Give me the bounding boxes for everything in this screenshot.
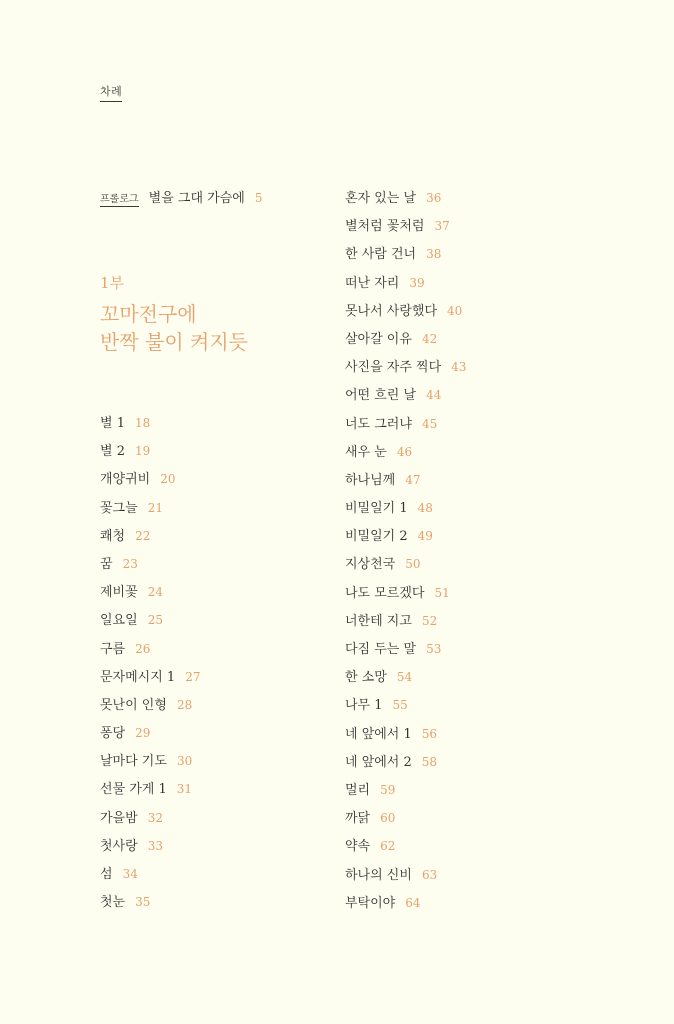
toc-entry-page-number: 62 [380, 839, 396, 854]
toc-entry-title: 문자메시지 1 [100, 669, 176, 685]
toc-entry[interactable] [345, 779, 466, 807]
toc-entry-page-number: 31 [176, 782, 193, 797]
toc-entry-page-number: 18 [134, 416, 151, 430]
toc-entry-page-number: 20 [160, 472, 176, 487]
toc-entry-page-number: 63 [421, 867, 438, 882]
toc-entry-page-number: 38 [426, 247, 442, 262]
toc-entry-title: 별 2 [100, 444, 125, 460]
toc-entry-page-number: 26 [135, 641, 151, 656]
toc-entry[interactable] [345, 441, 466, 469]
toc-entry-title: 꿈 [100, 556, 113, 572]
toc-entry-page-number: 59 [380, 782, 396, 797]
toc-entry[interactable] [100, 525, 200, 553]
toc-entry[interactable] [100, 891, 200, 919]
toc-entry[interactable] [345, 807, 466, 835]
toc-entry-page-number: 25 [147, 613, 163, 628]
toc-entry-title: 사진을 자주 찍다 [345, 360, 442, 376]
toc-entry-page-number: 60 [380, 811, 396, 826]
toc-entry[interactable] [345, 384, 466, 412]
toc-entry-page-number: 46 [396, 444, 413, 459]
toc-entry-page-number: 30 [176, 754, 193, 769]
toc-entry-title: 꽃그늘 [100, 500, 138, 516]
toc-entry-title: 일요일 [100, 613, 138, 629]
prologue-page-number: 5 [254, 191, 263, 205]
prologue-title: 별을 그대 가슴에 [148, 191, 245, 206]
toc-entry-page-number: 40 [447, 303, 463, 318]
toc-entry[interactable] [345, 328, 466, 356]
toc-entry-page-number: 33 [147, 838, 163, 853]
toc-entry-title: 제비꽃 [100, 585, 138, 601]
toc-entry-page-number: 21 [147, 500, 163, 515]
toc-entry-title: 별처럼 꽃처럼 [345, 219, 425, 235]
toc-entry[interactable] [345, 187, 466, 215]
toc-entry-title: 네 앞에서 1 [345, 726, 412, 742]
toc-entry[interactable] [100, 694, 200, 722]
toc-entry-title: 지상천국 [345, 557, 396, 573]
toc-entry[interactable] [345, 497, 466, 525]
toc-entry[interactable] [100, 778, 200, 806]
toc-entry[interactable] [345, 272, 466, 300]
toc-entry-title: 날마다 기도 [100, 754, 167, 770]
toc-entry[interactable] [100, 722, 200, 750]
toc-entry[interactable] [345, 835, 466, 863]
toc-entry[interactable] [345, 356, 466, 384]
toc-entry-page-number: 27 [185, 669, 201, 684]
toc-entry-title: 개양귀비 [100, 472, 151, 488]
toc-entry-page-number: 56 [421, 726, 438, 741]
toc-entry-page-number: 48 [417, 501, 433, 516]
toc-entry[interactable] [345, 413, 466, 441]
toc-entry-page-number: 53 [426, 642, 442, 656]
toc-entry-title: 하나의 신비 [345, 867, 412, 883]
toc-entry-title: 나도 모르겠다 [345, 585, 425, 601]
prologue-entry[interactable] [100, 187, 262, 207]
toc-entry-page-number: 32 [147, 810, 163, 825]
toc-entry-page-number: 58 [421, 754, 438, 769]
toc-entry[interactable] [100, 581, 200, 609]
toc-entry[interactable] [345, 610, 466, 638]
part-number: 1부 [100, 274, 125, 292]
toc-entry[interactable] [345, 723, 466, 751]
toc-entry[interactable] [100, 468, 200, 496]
toc-entry-title: 부탁이야 [345, 895, 396, 911]
toc-entry-title: 너도 그러냐 [345, 416, 412, 432]
toc-entry-page-number: 43 [451, 360, 467, 375]
toc-entry[interactable] [100, 750, 200, 778]
toc-entry-page-number: 23 [122, 556, 138, 571]
toc-entry-page-number: 45 [421, 416, 438, 431]
prologue-label: 프롤로그 [100, 190, 139, 207]
toc-left-column [100, 412, 200, 919]
toc-entry[interactable] [345, 525, 466, 553]
toc-entry-title: 하나님께 [345, 472, 396, 488]
toc-entry-page-number: 47 [405, 472, 421, 487]
toc-entry-title: 약속 [345, 839, 371, 855]
toc-entry-title: 혼자 있는 날 [345, 191, 417, 206]
toc-entry-page-number: 52 [421, 613, 438, 628]
toc-entry-title: 한 소망 [345, 670, 387, 686]
toc-entry-title: 첫눈 [100, 895, 126, 911]
toc-entry[interactable] [345, 300, 466, 328]
toc-entry-page-number: 54 [396, 670, 413, 685]
toc-entry[interactable] [100, 440, 200, 468]
toc-entry-page-number: 36 [426, 191, 442, 205]
toc-entry[interactable] [345, 666, 466, 694]
toc-entry-title: 선물 가게 1 [100, 782, 167, 798]
toc-entry-page-number: 50 [405, 557, 421, 572]
toc-entry[interactable] [345, 243, 466, 271]
toc-entry-page-number: 49 [417, 529, 433, 544]
toc-entry-title: 별 1 [100, 416, 125, 431]
toc-entry-title: 쾌청 [100, 528, 126, 544]
toc-entry-title: 다짐 두는 말 [345, 642, 417, 657]
toc-entry[interactable] [345, 694, 466, 722]
toc-entry-page-number: 42 [421, 331, 438, 346]
toc-entry-title: 어떤 흐린 날 [345, 388, 417, 404]
toc-entry[interactable] [345, 553, 466, 581]
toc-entry[interactable] [345, 751, 466, 779]
toc-entry-title: 퐁당 [100, 726, 126, 742]
toc-entry[interactable] [100, 807, 200, 835]
toc-right-column [345, 187, 466, 920]
toc-entry-page-number: 29 [135, 726, 151, 741]
toc-entry[interactable] [345, 864, 466, 892]
toc-entry[interactable] [345, 582, 466, 610]
toc-entry-title: 너한테 지고 [345, 613, 412, 629]
toc-entry-page-number: 24 [147, 585, 163, 600]
toc-entry-title: 새우 눈 [345, 444, 387, 460]
part-title-line-2: 반짝 불이 켜지듯 [100, 330, 248, 354]
toc-entry-title: 비밀일기 1 [345, 501, 408, 517]
toc-entry-page-number: 44 [426, 388, 442, 403]
toc-entry-page-number: 35 [135, 895, 151, 910]
toc-entry-title: 못나서 사랑했다 [345, 303, 438, 319]
toc-entry-title: 살아갈 이유 [345, 331, 412, 347]
toc-entry-title: 네 앞에서 2 [345, 754, 412, 770]
toc-entry-page-number: 37 [434, 219, 450, 234]
toc-entry[interactable] [100, 609, 200, 637]
toc-entry-page-number: 34 [122, 867, 138, 881]
toc-entry-page-number: 39 [409, 275, 425, 290]
toc-entry[interactable] [100, 412, 200, 440]
toc-entry[interactable] [100, 863, 200, 891]
toc-entry-title: 가을밤 [100, 810, 138, 826]
toc-entry-title: 섬 [100, 867, 113, 882]
toc-entry[interactable] [100, 835, 200, 863]
toc-entry-page-number: 22 [135, 528, 151, 543]
toc-entry-page-number: 64 [405, 895, 421, 910]
toc-entry-title: 까닭 [345, 811, 371, 827]
toc-entry[interactable] [345, 469, 466, 497]
toc-entry[interactable] [345, 638, 466, 666]
toc-entry-title: 첫사랑 [100, 838, 138, 854]
part-title [100, 300, 248, 356]
toc-entry[interactable] [100, 638, 200, 666]
toc-entry-title: 못난이 인형 [100, 697, 167, 713]
toc-entry-page-number: 19 [134, 444, 151, 459]
toc-entry[interactable] [100, 666, 200, 694]
toc-entry[interactable] [345, 215, 466, 243]
toc-entry-title: 멀리 [345, 782, 371, 798]
toc-entry-title: 구름 [100, 641, 126, 657]
toc-entry[interactable] [100, 553, 200, 581]
toc-entry-title: 떠난 자리 [345, 275, 400, 291]
toc-entry-title: 한 사람 건너 [345, 247, 417, 263]
toc-entry-page-number: 28 [176, 697, 193, 712]
toc-entry-page-number: 55 [392, 698, 408, 713]
toc-entry-title: 비밀일기 2 [345, 529, 408, 545]
toc-entry[interactable] [345, 892, 466, 920]
page-title: 차례 [100, 83, 122, 102]
toc-entry-page-number: 51 [434, 585, 450, 600]
part-title-line-1: 꼬마전구에 [100, 302, 197, 326]
toc-entry-title: 나무 1 [345, 698, 383, 714]
toc-entry[interactable] [100, 497, 200, 525]
